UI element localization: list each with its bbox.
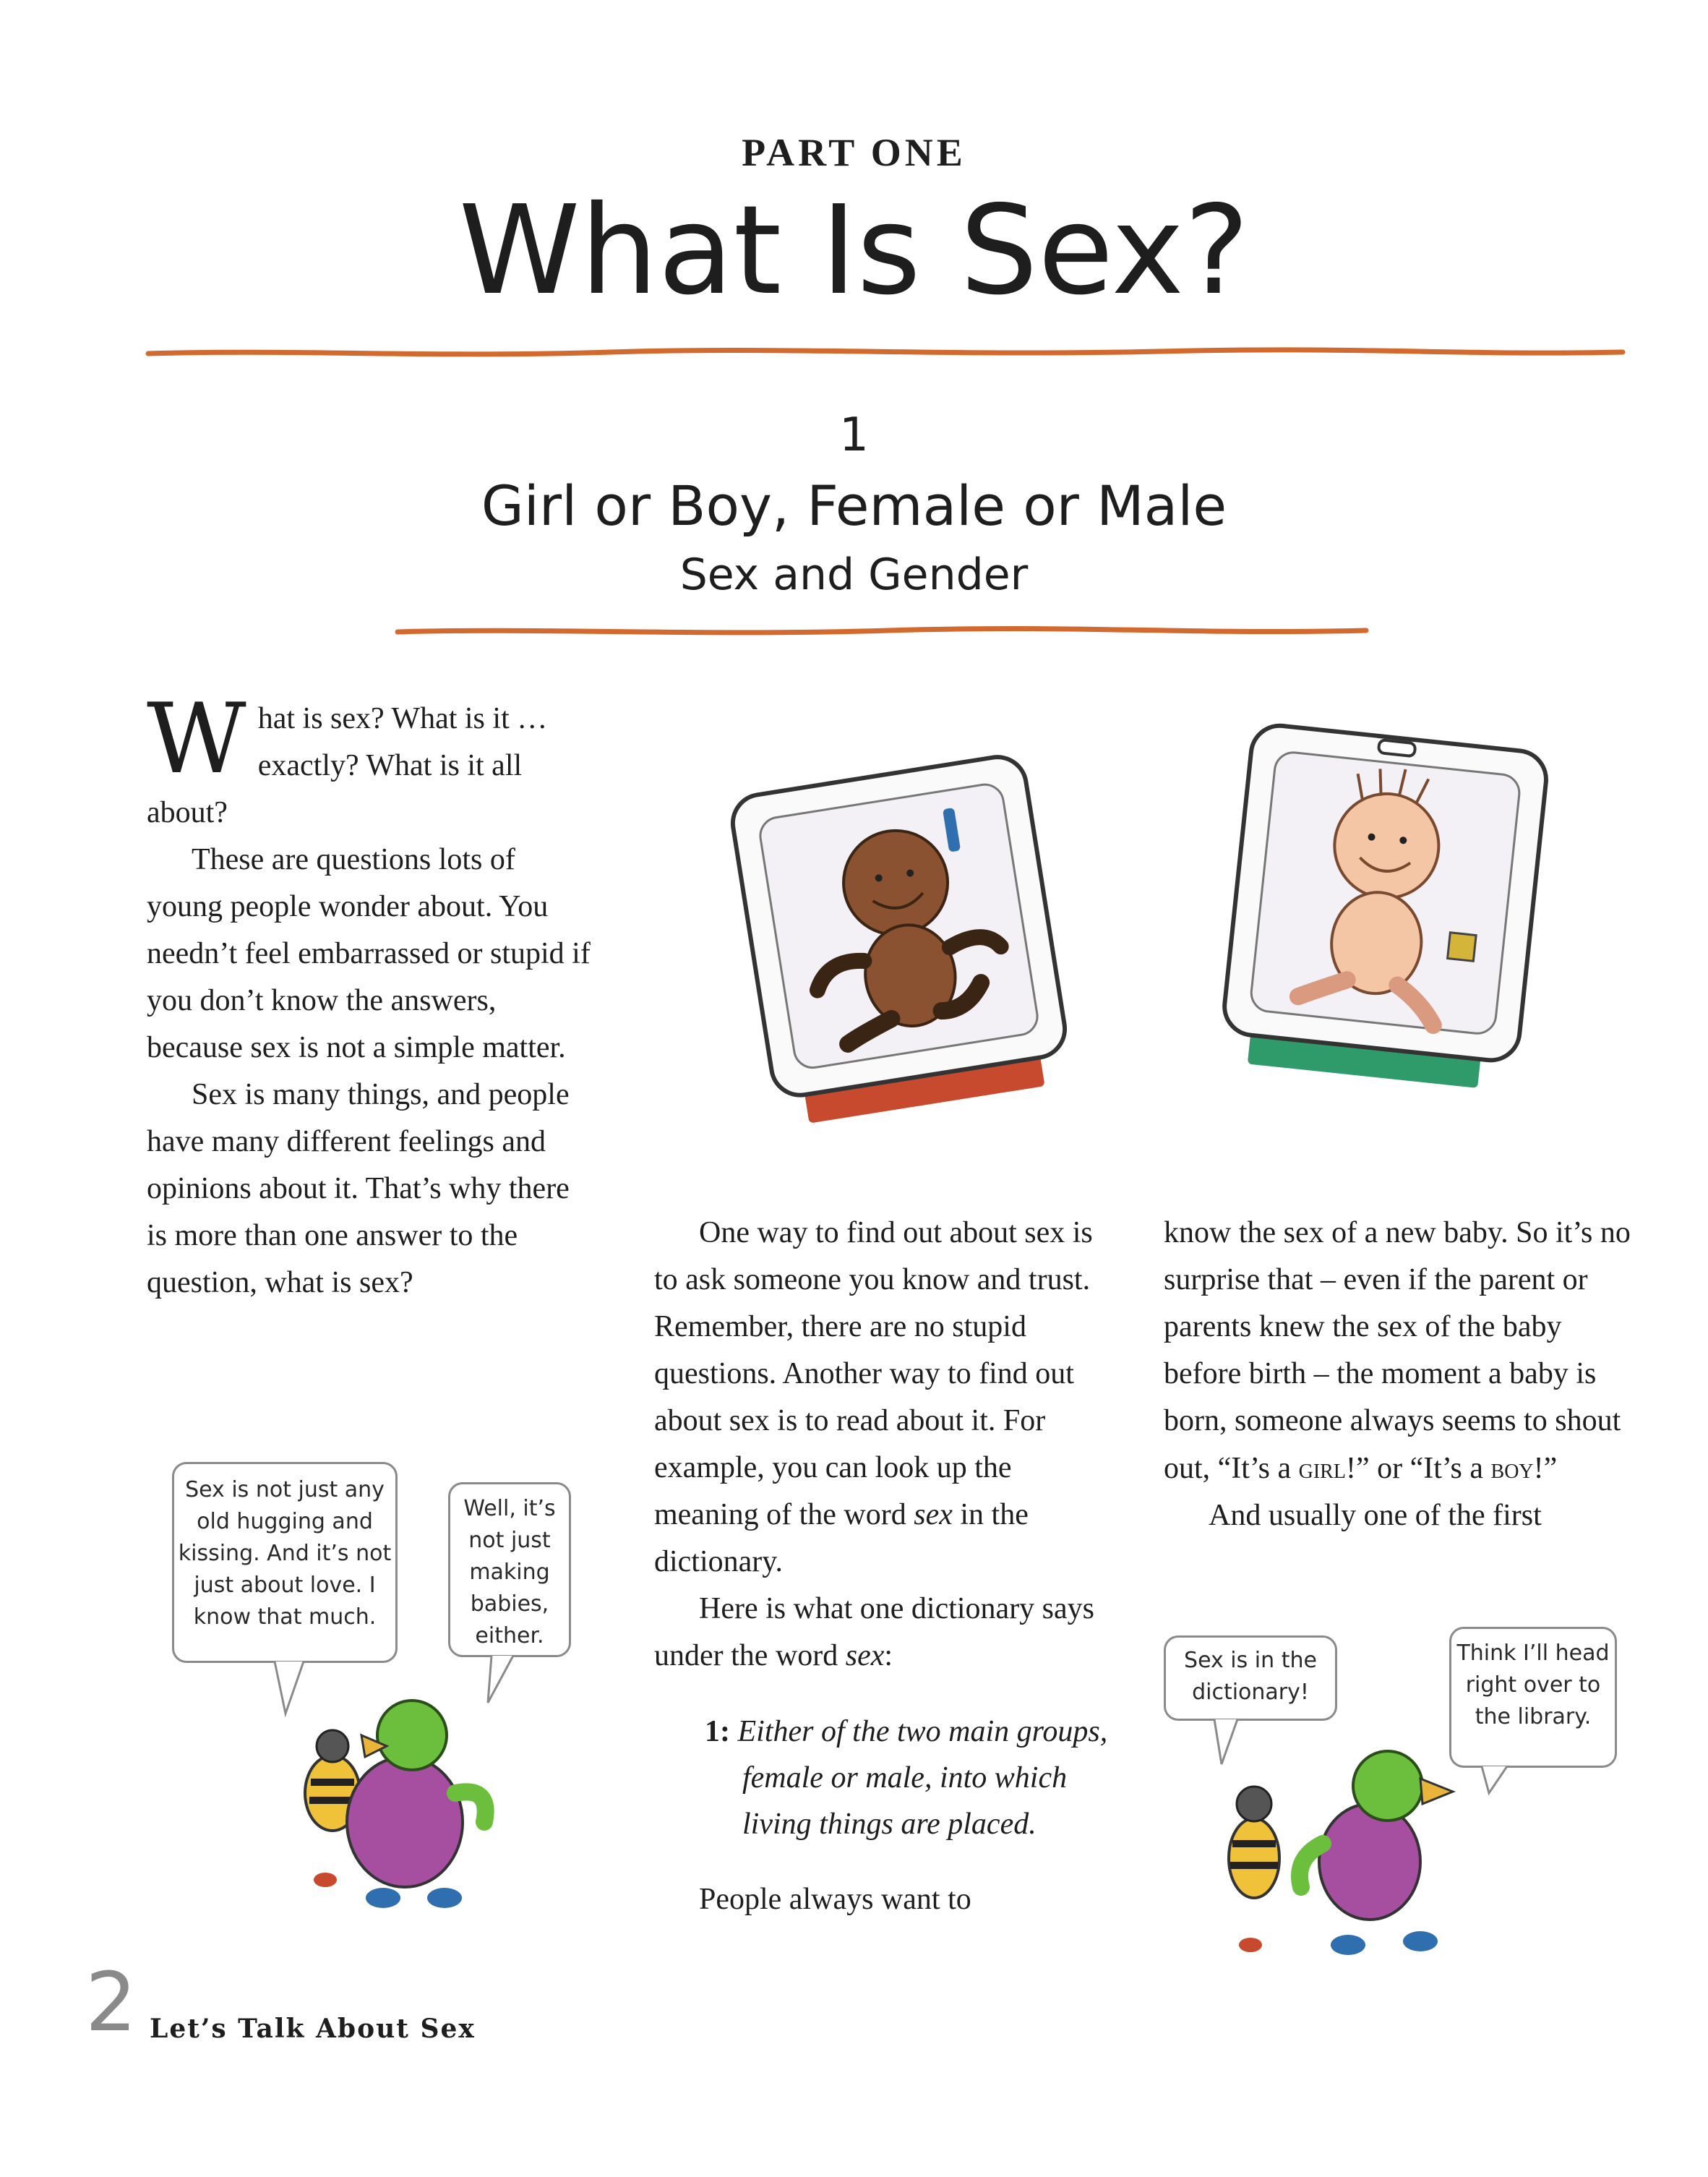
speech-bubble-4: Think I’ll head right over to the library. — [1449, 1627, 1617, 1768]
text: One way to find out about sex is to ask someone you know and trust. Remember, there are no stupid questions. Another way to find out about sex is to read about it. For example, you can look up the meaning of the word — [654, 1216, 1093, 1531]
italic-word: sex — [845, 1639, 885, 1672]
speech-bubble-2: Well, it’s not just making babies, either. — [448, 1482, 571, 1657]
text: Here is what one dictionary says under the word — [654, 1592, 1095, 1672]
italic-word: sex — [914, 1498, 953, 1531]
dictionary-definition — [705, 1708, 1117, 1847]
baby-girl-illustration — [1214, 709, 1554, 1113]
definition-number: 1: — [705, 1715, 730, 1748]
baby-boy-illustration — [723, 745, 1084, 1135]
small-caps-boy: boy — [1490, 1452, 1534, 1484]
chapter-number: 1 — [839, 409, 869, 462]
page-number: 2 — [85, 1956, 137, 2050]
drop-cap: W — [147, 683, 246, 795]
title-rule — [148, 343, 1623, 365]
speech-bubble-1: Sex is not just any old hugging and kissing. And it’s not just about love. I know that much. — [172, 1462, 398, 1663]
speech-bubble-3: Sex is in the dictionary! — [1164, 1635, 1337, 1721]
paragraph-3: People always want to — [699, 1883, 971, 1916]
chapter-title: Girl or Boy, Female or Male — [481, 474, 1227, 538]
chapter-rule — [398, 623, 1366, 642]
running-footer-title: Let’s Talk About Sex — [150, 2014, 476, 2044]
paragraph-1 — [1164, 1210, 1634, 1492]
chapter-subtitle: Sex and Gender — [679, 549, 1029, 600]
column-3 — [1164, 1210, 1634, 1539]
text: !” — [1533, 1452, 1558, 1485]
paragraph-1 — [654, 1210, 1117, 1586]
column-2 — [654, 1210, 1117, 1923]
page-title: What Is Sex? — [458, 179, 1250, 322]
text: !” or “It’s a — [1345, 1452, 1484, 1485]
small-caps-girl: girl — [1298, 1452, 1346, 1484]
paragraph-3: Sex is many things, and people have many different feelings and opinions about it. That’s why there is more than one answer to the question, what is sex? — [147, 1078, 570, 1299]
bee-and-bird-illustration-left — [282, 1677, 499, 1916]
paragraph-2 — [654, 1586, 1117, 1680]
text: know the sex of a new baby. So it’s no surprise that – even if the parent or parents knew the sex of the baby before birth – the moment a baby is born, someone always seems to shout out, “It’s a — [1164, 1216, 1631, 1485]
paragraph-2: And usually one of the first — [1209, 1499, 1542, 1532]
bee-and-bird-illustration-right — [1214, 1735, 1475, 1967]
definition-text: Either of the two main groups, female or male, into which living things are placed. — [737, 1715, 1108, 1841]
text: in the dictionary. — [654, 1498, 1029, 1578]
part-label: PART ONE — [742, 131, 966, 174]
column-1 — [147, 683, 595, 1306]
text: : — [884, 1639, 893, 1672]
paragraph-2: These are questions lots of young people wonder about. You needn’t feel embarrassed or stupid if you don’t know the answers, because sex is not a simple matter. — [147, 843, 591, 1064]
intro-text: hat is sex? What is it … exactly? What is it all about? — [147, 702, 548, 829]
paragraph-intro — [147, 683, 595, 837]
